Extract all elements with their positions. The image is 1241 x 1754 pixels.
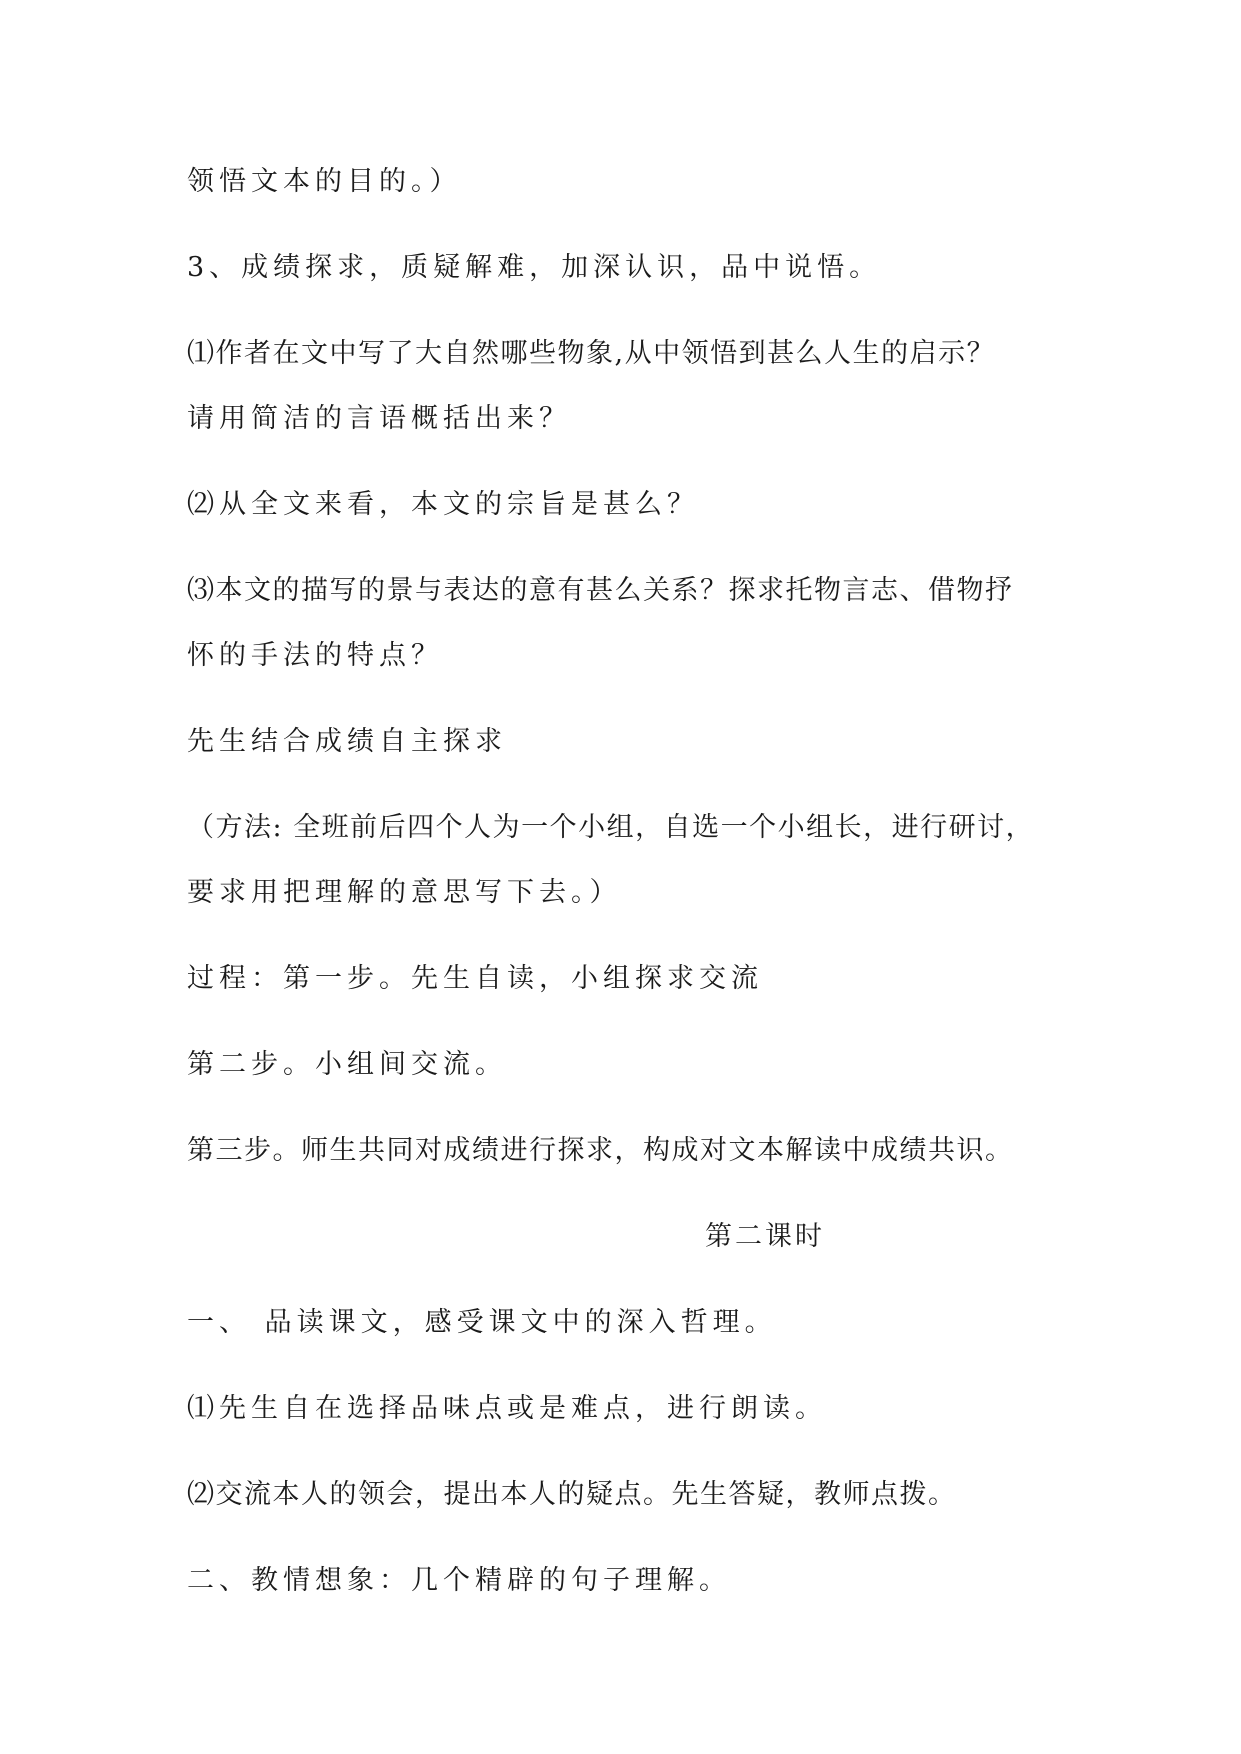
text-line-16: ⑵交流本人的领会，提出本人的疑点。先生答疑，教师点拨。 bbox=[187, 1479, 957, 1510]
text-line-8: 先生结合成绩自主探求 bbox=[187, 726, 507, 757]
text-line-3: ⑴作者在文中写了大自然哪些物象,从中领悟到甚么人生的启示？ bbox=[187, 338, 996, 369]
text-line-14: 一、 品读课文，感受课文中的深入哲理。 bbox=[187, 1307, 777, 1338]
text-line-11: 过程：第一步。先生自读，小组探求交流 bbox=[187, 963, 763, 994]
text-line-9: （方法: 全班前后四个人为一个小组，自选一个小组长，进行研讨， bbox=[187, 812, 1035, 843]
text-line-10: 要求用把理解的意思写下去。） bbox=[187, 877, 622, 908]
text-line-7: 怀的手法的特点？ bbox=[187, 640, 443, 671]
text-line-4: 请用简洁的言语概括出来？ bbox=[187, 403, 571, 434]
text-line-17: 二、教情想象：几个精辟的句子理解。 bbox=[187, 1565, 731, 1596]
text-line-6: ⑶本文的描写的景与表达的意有甚么关系？探求托物言志、借物抒 bbox=[187, 575, 1014, 606]
section-title: 第二课时 bbox=[705, 1221, 825, 1252]
text-line-15: ⑴先生自在选择品味点或是难点，进行朗读。 bbox=[187, 1393, 827, 1424]
text-line-13: 第三步。师生共同对成绩进行探求，构成对文本解读中成绩共识。 bbox=[187, 1135, 1014, 1166]
text-line-2: 3、成绩探求，质疑解难，加深认识，品中说悟。 bbox=[187, 252, 882, 283]
text-line-1: 领悟文本的目的。） bbox=[187, 166, 462, 197]
text-line-5: ⑵从全文来看，本文的宗旨是甚么？ bbox=[187, 489, 699, 520]
text-line-12: 第二步。小组间交流。 bbox=[187, 1049, 507, 1080]
